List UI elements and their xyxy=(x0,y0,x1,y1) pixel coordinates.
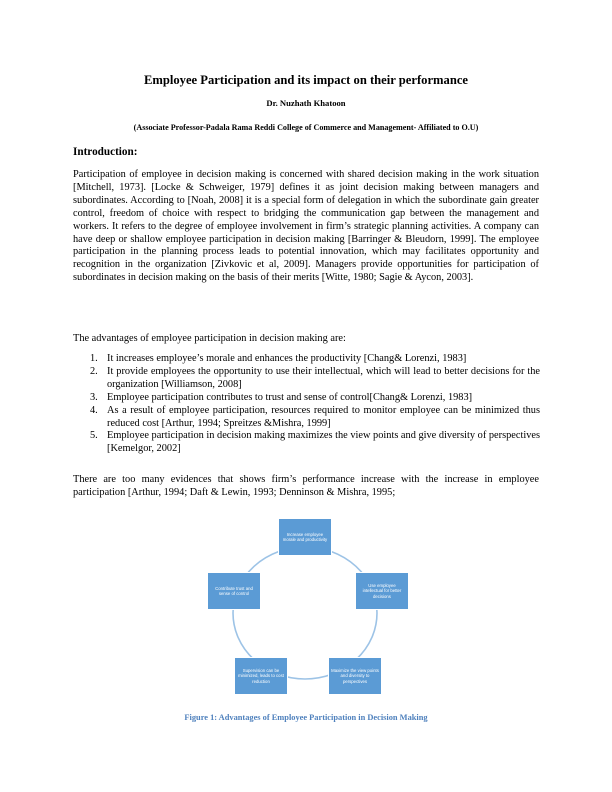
intro-paragraph: Participation of employee in decision making is concerned with shared decision making in the work situation [Mitchell, 1973]. [Locke & Schweiger, 1979] defines it as joint decision making between managers and subordinates. According to [Noah, 2008] it is a special form of delegation in which the subordinate gain greater control, freedom of choice with respect to bridging the communication gap between the management and workers. It refers to the degree of employee involvement in firm’s strategic planning activities. A company can have deep or shallow employee participation in decision making [Barringer & Bleudorn, 1999]. The employee participation in the planning process leads to potential innovation, which may facilitates opportunity and recognition in the organization [Zivkovic et al, 2009]. Managers provide opportunities for participation of subordinates in decision making on the basis of their merits [Witte, 1980; Sagie & Aycon, 2003]. xyxy=(73,169,539,284)
list-item-number: 2. xyxy=(90,365,98,377)
figure-caption: Figure 1: Advantages of Employee Participation in Decision Making xyxy=(184,713,428,722)
list-item-number: 5. xyxy=(90,430,98,442)
evidence-paragraph: There are too many evidences that shows firm’s performance increase with the increase in employee participation [Arthur, 1994; Daft & Lewin, 1993; Denninson & Mishra, 1995; xyxy=(73,474,539,498)
list-item-text: It increases employee’s morale and enhances the productivity [Chang& Lorenzi, 1983] xyxy=(107,353,467,364)
section-heading-introduction: Introduction: xyxy=(73,146,138,158)
author-name: Dr. Nuzhath Khatoon xyxy=(266,98,346,108)
advantages-intro-paragraph: The advantages of employee participation in decision making are: xyxy=(73,333,346,344)
list-item-text: Employee participation contributes to trust and sense of control[Chang& Lorenzi, 1983] xyxy=(107,391,473,403)
list-item-text: It provide employees the opportunity to use their intellectual, which will lead to better decisions for the organization [Williamson, 2008] xyxy=(107,365,540,390)
advantages-list xyxy=(90,353,540,456)
node-cost-reduction: Supervision can be minimized, leads to cost reduction xyxy=(234,657,288,695)
list-item-number: 3. xyxy=(90,391,98,403)
list-item xyxy=(90,392,540,405)
list-item-text: Employee participation in decision making maximizes the view points and give diversity of perspectives [Kemelgor, 2002] xyxy=(107,430,540,455)
node-increase-morale: Increase employee morale and productivity xyxy=(278,518,332,556)
node-maximize-viewpoints: Maximize the view points and diversity to perspectives xyxy=(328,657,382,695)
list-item xyxy=(90,353,540,366)
list-item-number: 1. xyxy=(90,353,98,364)
node-trust-control: Contribute trust and sense of control xyxy=(207,572,261,610)
list-item-text: As a result of employee participation, resources required to monitor employee can be minimized thus reduced cost [Arthur, 1994; Spreitzes &Mishra, 1999] xyxy=(107,404,540,429)
paper-title: Employee Participation and its impact on their performance xyxy=(143,73,469,87)
list-item-number: 4. xyxy=(90,404,98,416)
cycle-diagram xyxy=(195,515,415,700)
author-affiliation: (Associate Professor-Padala Rama Reddi College of Commerce and Management- Affiliated to O.U) xyxy=(133,123,479,132)
list-item xyxy=(90,366,540,392)
node-use-intellectual: Use employee intellectual for better decisions xyxy=(355,572,409,610)
list-item xyxy=(90,405,540,431)
list-item xyxy=(90,430,540,456)
